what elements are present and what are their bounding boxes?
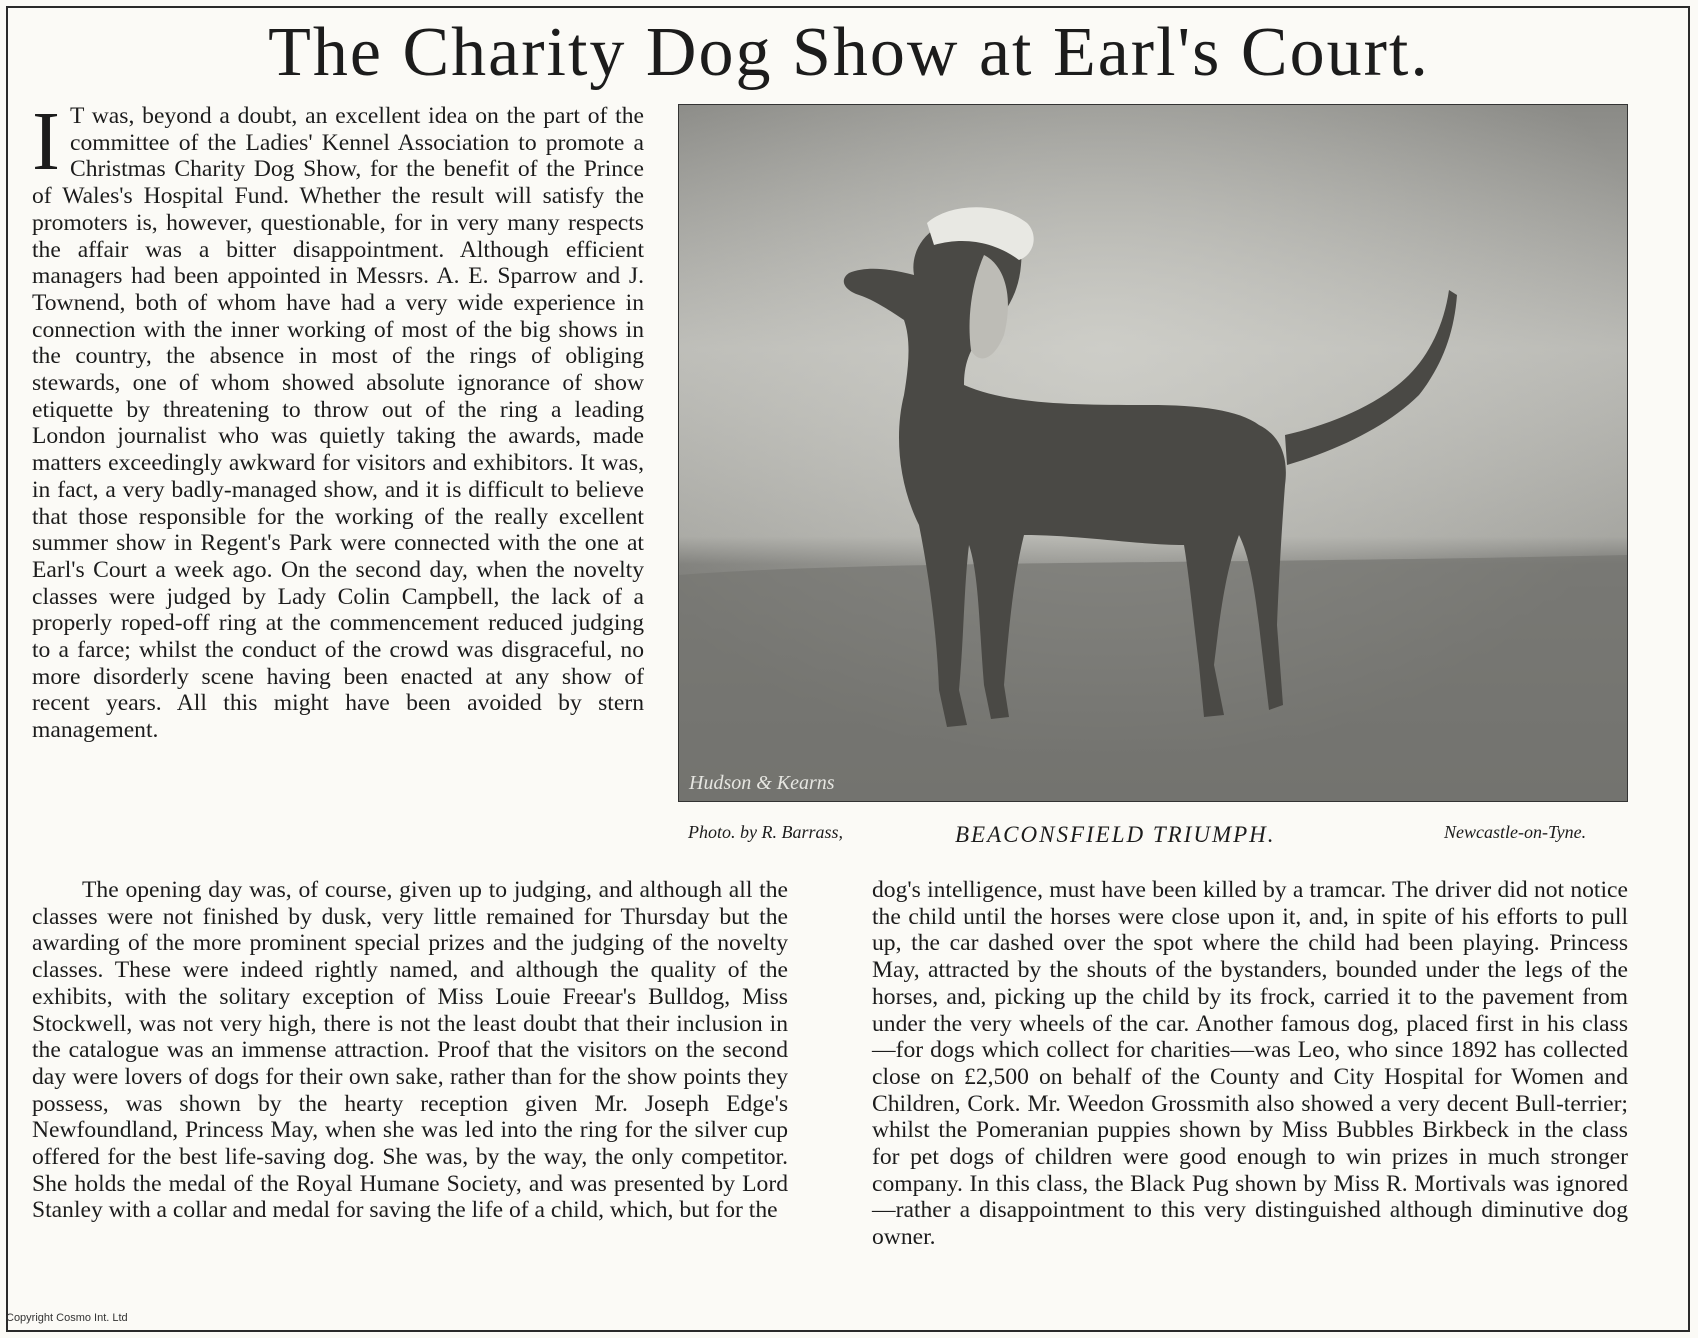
photo-caption: BEACONSFIELD TRIUMPH. xyxy=(955,822,1276,847)
intro-text: T was, beyond a doubt, an excellent idea on the part of the committee of the Ladies' Kennel Association to promote a Christmas Charity Dog Show, for the benefit of the Prince of Wales's Hospital Fund. Whether the result will satisfy the promoters is, however, questionable, for in very many respects the affair was a bitter disappointment. Although efficient managers had been appointed in Messrs. A. E. Sparrow and J. Townend, both of whom have had a very wide experience in connection with the inner working of most of the big shows in the country, the absence in most of the rings of obliging stewards, one of whom showed absolute ignorance of show etiquette by threatening to throw out of the ring a leading London journalist who was quietly taking the awards, made matters exceedingly awkward for visitors and exhibitors. It was, in fact, a very badly-managed show, and it is difficult to believe that those responsible for the working of the really excellent summer show in Regent's Park were connected with the one at Earl's Court a week ago. On the second day, when the novelty classes were judged by Lady Colin Campbell, the lack of a properly roped-off ring at the commencement reduced judging to a farce; whilst the conduct of the crowd was disgraceful, no more disorderly scene having been enacted at any show of recent years. All this might have been avoided by stern management. xyxy=(32,103,644,744)
article-title: The Charity Dog Show at Earl's Court. xyxy=(268,14,1430,91)
left-column-text: The opening day was, of course, given up to judging, and although all the classes were not finished by dusk, very little remained for Thursday but the awarding of the more prominent special prizes and the judging of the novelty classes. These were indeed rightly named, and although the quality of the exhibits, with the solitary exception of Miss Louie Freear's Bulldog, Miss Stockwell, was not very high, there is not the least doubt that their inclusion in the catalogue was an immense attraction. Proof that the visitors on the second day were lovers of dogs for their own sake, rather than for the show points they possess, was shown by the hearty reception given Mr. Joseph Edge's Newfoundland, Princess May, when she was led into the ring for the silver cup offered for the best life-saving dog. She was, by the way, the only competitor. She holds the medal of the Royal Humane Society, and was presented by Lord Stanley with a collar and medal for saving the life of a child, which, but for the xyxy=(32,877,788,1224)
intro-paragraph xyxy=(32,95,644,744)
right-column-text: dog's intelligence, must have been killed by a tramcar. The driver did not notice the child until the horses were close upon it, and, in spite of his efforts to pull up, the car dashed over the spot where the child had been playing. Princess May, attracted by the shouts of the bystanders, bounded under the legs of the horses, and, picking up the child by its frock, carried it to the pavement from under the very wheels of the car. Another famous dog, placed first in his class—for dogs which collect for charities—was Leo, who since 1892 has collected close on £2,500 on behalf of the County and City Hospital for Women and Children, Cork. Mr. Weedon Grossmith also showed a very decent Bull-terrier; whilst the Pomeranian puppies shown by Miss Bubbles Birkbeck in the class for pet dogs of children were good enough to win prizes in much stronger company. In this class, the Black Pug shown by Miss R. Mortivals was ignored—rather a disappointment to this very distinguished although diminutive dog owner. xyxy=(872,877,1628,1251)
photo-credit: Photo. by R. Barrass, xyxy=(688,822,843,842)
photo-signature: Hudson & Kearns xyxy=(689,772,835,794)
photo-location: Newcastle-on-Tyne. xyxy=(1444,822,1587,842)
dog-photo-illustration xyxy=(679,105,1627,801)
drop-cap: I xyxy=(32,95,60,188)
copyright-notice: Copyright Cosmo Int. Ltd xyxy=(6,1312,128,1324)
right-column xyxy=(872,877,1628,1251)
left-column xyxy=(32,877,788,1224)
dog-photograph xyxy=(678,104,1628,802)
